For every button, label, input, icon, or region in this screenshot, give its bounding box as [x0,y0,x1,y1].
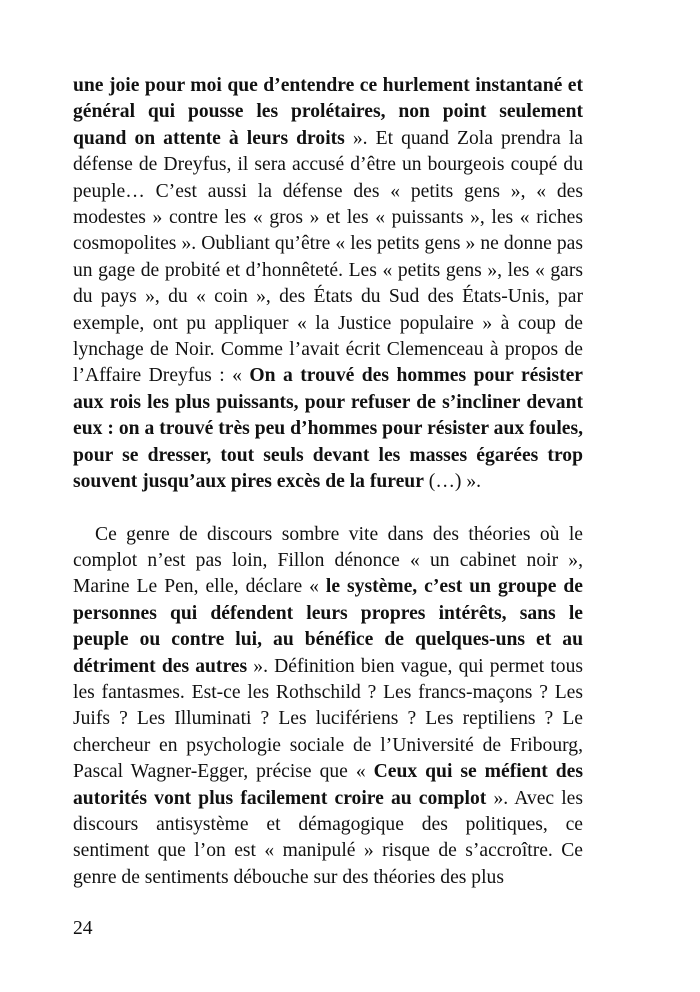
page-body [73,73,583,891]
zola-quote-bold: une joie pour moi que d’entendre ce hurlement instantané et général qui pousse les prolétaires, non point seulement quand on attente à leurs droits [73,75,583,149]
paragraph-1-text-a: ». Et quand Zola prendra la défense de Dreyfus, il sera accusé d’être un bourgeois coupé du peuple… C’est aussi la défense des « petits gens », « des modestes » contre les « gros » et les « puissants », les « riches cosmopolites ». Oubliant qu’être « les petits gens » ne donne pas un gage de probité et d’honnêteté. Les « petits gens », les « gars du pays », du « coin », des États du Sud des États-Unis, par exemple, ont pu appliquer « la Justice populaire » à coup de lynchage de Noir. Comme l’avait écrit Clemenceau à propos de l’Affaire Dreyfus : « [73,127,583,387]
paragraph-2 [73,522,583,892]
le-pen-quote-bold: le système, c’est un groupe de personnes qui défendent leurs propres intérêts, sans le peuple ou contre lui, au bénéfice de quelques-uns et au détriment des autres [73,576,583,677]
paragraph-1-text-b: (…) ». [423,471,482,493]
page-number: 24 [73,918,93,939]
clemenceau-quote-bold: On a trouvé des hommes pour résister aux rois les plus puissants, pour refuser de s’incliner devant eux : on a trouvé très peu d’hommes pour résister aux foules, pour se dresser, tout seuls devant les masses égarées trop souvent jusqu’aux pires excès de la fureur [73,365,583,493]
paragraph-2-text-c: ». Avec les discours antisystème et démagogique des politiques, ce sentiment que l’on est « manipulé » risque de s’accroître. Ce genre de sentiments débouche sur des théories des plus [73,787,583,888]
paragraph-2-text-a: Ce genre de discours sombre vite dans des théories où le complot n’est pas loin, Fillon dénonce « un cabinet noir », Marine Le Pen, elle, déclare « [73,523,583,598]
paragraph-2-text-b: ». Définition bien vague, qui permet tous les fantasmes. Est-ce les Rothschild ? Les francs-maçons ? Les Juifs ? Les Illuminati ? Les lucifériens ? Les reptiliens ? Le chercheur en psychologie sociale de l’Université de Fribourg, Pascal Wagner-Egger, précise que « [73,655,583,783]
paragraph-1 [73,73,583,496]
wagner-egger-quote-bold: Ceux qui se méfient des autorités vont plus facilement croire au complot [73,761,583,809]
